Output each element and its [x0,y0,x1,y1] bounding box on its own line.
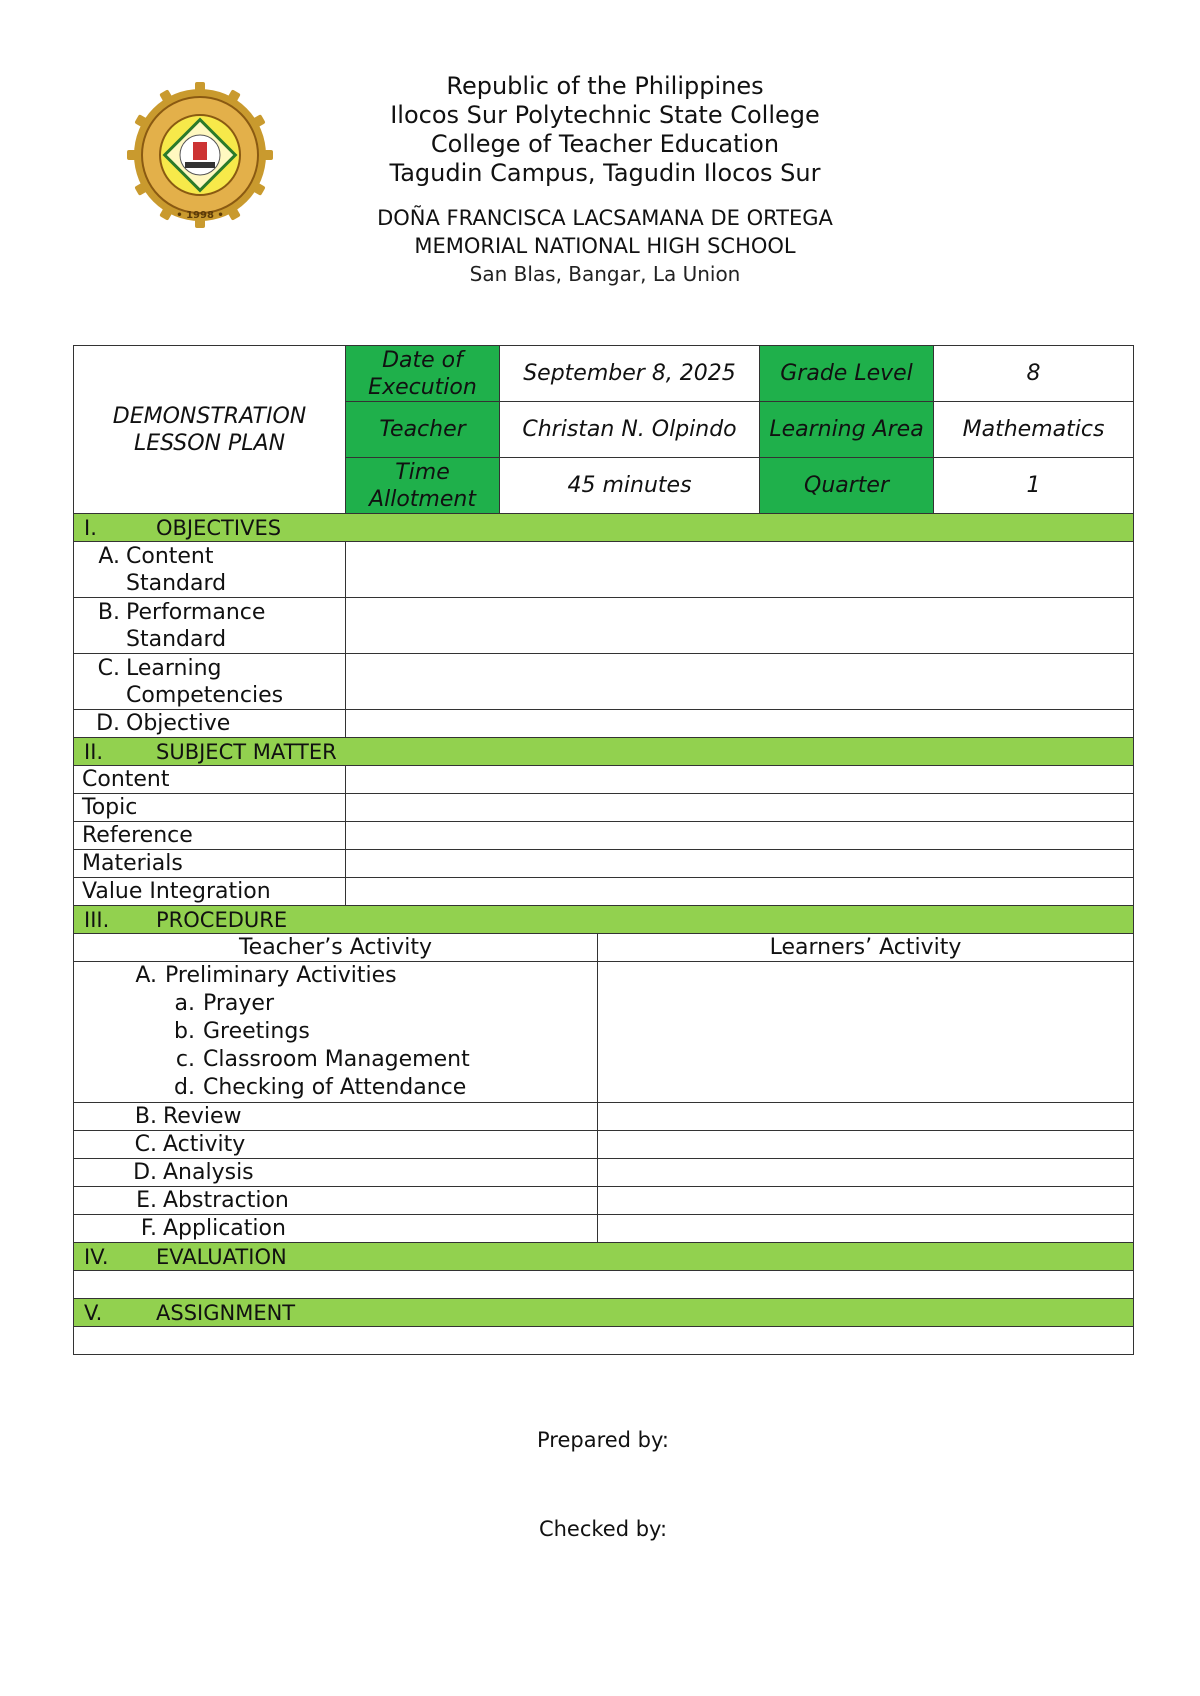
subject-label-content: Content [74,766,346,794]
time-value: 45 minutes [500,458,760,514]
subject-label-materials: Materials [74,850,346,878]
lesson-plan-title-cell [74,346,346,514]
procedure-step-analysis: D. Analysis [74,1159,598,1187]
subject-label-reference: Reference [74,822,346,850]
procedure-step-abstraction: E. Abstraction [74,1187,598,1215]
procedure-field-application[interactable] [598,1215,1134,1243]
quarter-label: Quarter [760,458,934,514]
learner-activity-column-header: Learners’ Activity [598,934,1134,962]
quarter-value: 1 [934,458,1134,514]
objective-label-objective: D. Objective [74,710,346,738]
document-header [0,72,1200,288]
objective-field-content-standard[interactable] [346,542,1134,598]
subject-field-value-integration[interactable] [346,878,1134,906]
subject-field-reference[interactable] [346,822,1134,850]
section-assignment: V. ASSIGNMENT [74,1299,1134,1327]
date-value: September 8, 2025 [500,346,760,402]
preliminary-learner-field[interactable] [598,962,1134,1103]
school-name-line2: MEMORIAL NATIONAL HIGH SCHOOL [414,234,796,258]
teacher-label: Teacher [346,402,500,458]
lesson-plan-table [73,345,1134,1355]
header-line-department: College of Teacher Education [430,130,780,158]
header-line-campus: Tagudin Campus, Tagudin Ilocos Sur [389,159,821,187]
procedure-field-review[interactable] [598,1103,1134,1131]
objective-label-learning-competencies: C. Learning Competencies [74,654,346,710]
subject-field-content[interactable] [346,766,1134,794]
section-evaluation: IV. EVALUATION [74,1243,1134,1271]
school-address: San Blas, Bangar, La Union [469,262,741,286]
header-line-republic: Republic of the Philippines [446,72,764,100]
time-label: Time Allotment [346,458,500,514]
header-line-college: Ilocos Sur Polytechnic State College [390,101,820,129]
school-name-line1: DOÑA FRANCISCA LACSAMANA DE ORTEGA [377,206,833,230]
section-subject-matter: II. SUBJECT MATTER [74,738,1134,766]
section-objectives-num: I. [84,515,97,540]
procedure-field-activity[interactable] [598,1131,1134,1159]
preliminary-activities-label: A. Preliminary Activities [135,963,397,988]
prelim-item-attendance: d. Checking of Attendance [174,1075,467,1100]
date-label: Date of Execution [346,346,500,402]
subject-field-topic[interactable] [346,794,1134,822]
procedure-step-application: F. Application [74,1215,598,1243]
section-objectives-title: OBJECTIVES [156,515,282,540]
section-procedure: III. PROCEDURE [74,906,1134,934]
procedure-field-analysis[interactable] [598,1159,1134,1187]
grade-label: Grade Level [760,346,934,402]
procedure-step-activity: C. Activity [74,1131,598,1159]
checked-by-label: Checked by: [538,1517,668,1541]
evaluation-field[interactable] [74,1271,1134,1299]
objective-field-learning-competencies[interactable] [346,654,1134,710]
objective-field-objective[interactable] [346,710,1134,738]
svg-text:• 1998 •: • 1998 • [176,210,224,221]
prelim-item-classroom-management: c. Classroom Management [175,1047,470,1072]
section-objectives [74,514,1134,542]
subject-field-materials[interactable] [346,850,1134,878]
prepared-by-label: Prepared by: [537,1428,669,1452]
procedure-field-abstraction[interactable] [598,1187,1134,1215]
subject-label-value-integration: Value Integration [74,878,346,906]
subject-label-topic: Topic [74,794,346,822]
teacher-activity-column-header: Teacher’s Activity [74,934,598,962]
lesson-plan-title-line2: LESSON PLAN [133,430,286,456]
learning-area-value: Mathematics [934,402,1134,458]
lesson-plan-title-line1: DEMONSTRATION [112,403,307,429]
grade-value: 8 [934,346,1134,402]
teacher-value: Christan N. Olpindo [500,402,760,458]
objective-label-performance-standard: B. Performance Standard [74,598,346,654]
assignment-field[interactable] [74,1327,1134,1355]
objective-field-performance-standard[interactable] [346,598,1134,654]
procedure-step-review: B. Review [74,1103,598,1131]
prelim-item-prayer: a. Prayer [174,991,275,1016]
objective-label-content-standard: A. Content Standard [74,542,346,598]
prelim-item-greetings: b. Greetings [174,1019,310,1044]
learning-area-label: Learning Area [760,402,934,458]
preliminary-activities-cell [74,962,598,1103]
